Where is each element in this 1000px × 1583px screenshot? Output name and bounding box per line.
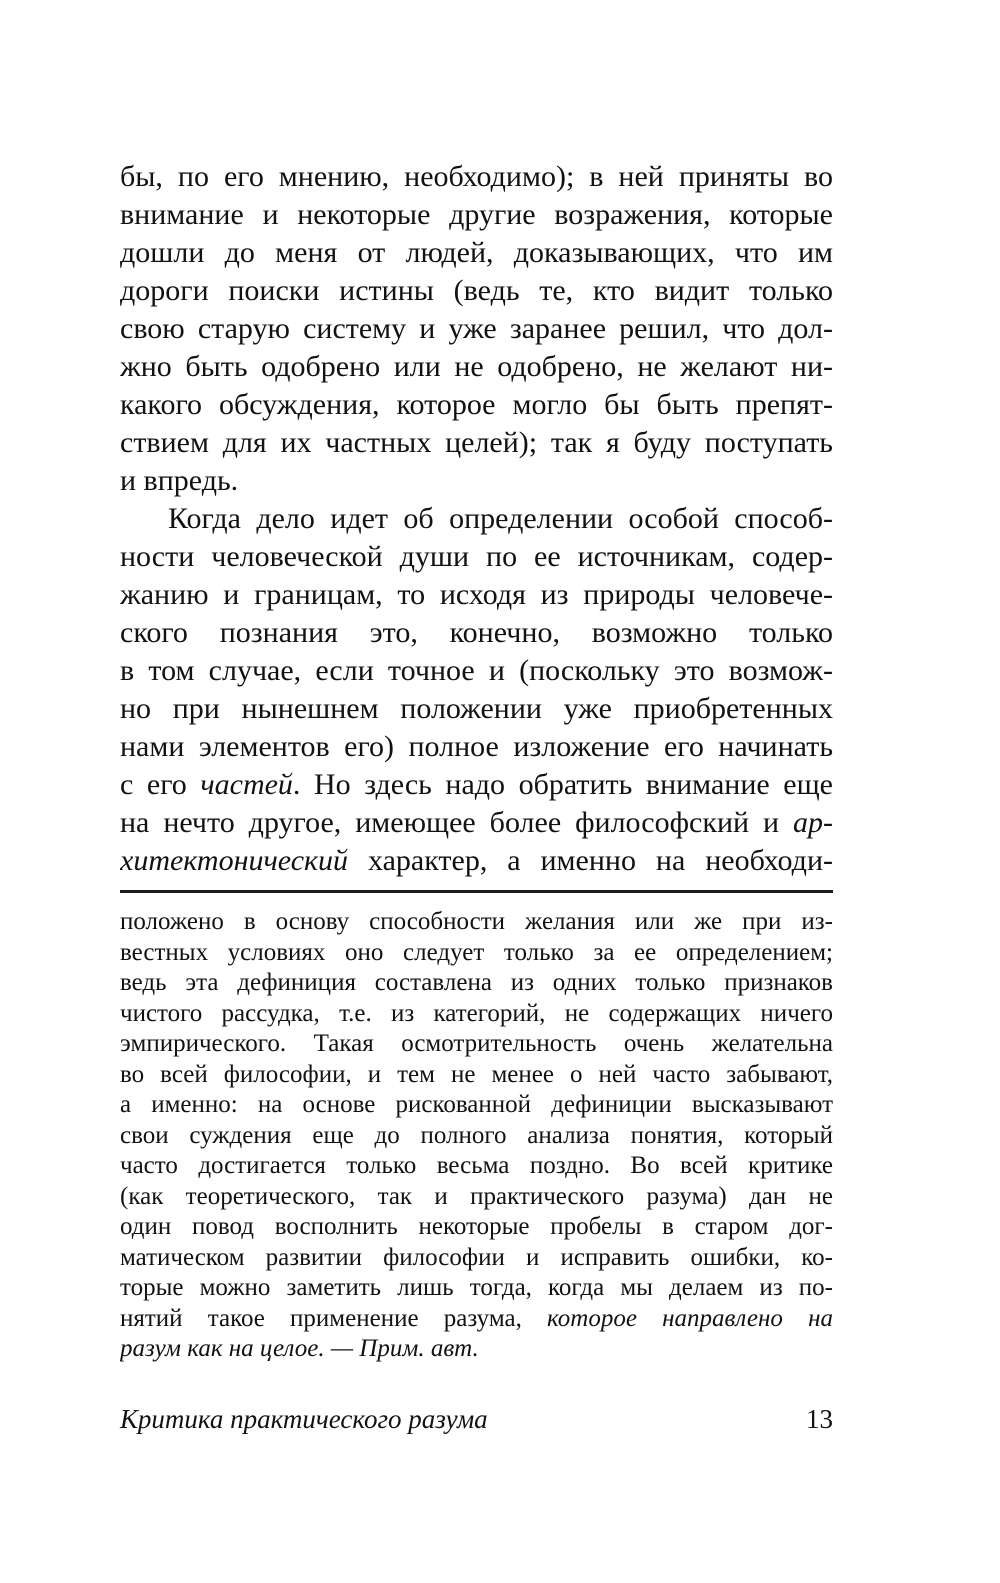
- body-line: на нечто другое, имеющее более философский и ар-: [120, 806, 833, 839]
- body-line: дороги поиски истины (ведь те, кто видит только: [120, 274, 833, 307]
- body-line: жанию и границам, то исходя из природы человече-: [120, 578, 833, 611]
- body-line: ности человеческой души по ее источникам, содер-: [120, 540, 833, 573]
- body-line: внимание и некоторые другие возражения, которые: [120, 198, 833, 231]
- footnote-line: нятий такое применение разума, которое направлено на: [120, 1304, 833, 1332]
- footnote-separator: [120, 890, 833, 893]
- page-footer: [120, 1402, 833, 1436]
- footnote-line: вестных условиях оно следует только за ее определением;: [120, 938, 833, 966]
- footnote-line: положено в основу способности желания или же при из-: [120, 908, 833, 935]
- footnote-line: один повод восполнить некоторые пробелы в старом дог-: [120, 1213, 833, 1240]
- body-line: жно быть одобрено или не одобрено, не желают ни-: [120, 350, 833, 383]
- body-text: [120, 158, 833, 880]
- body-line: но при нынешнем положении уже приобретенных: [120, 692, 833, 725]
- footnote-line: чистого рассудка, т.е. из категорий, не содержащих ничего: [120, 999, 833, 1027]
- footnote-line: эмпирического. Такая осмотрительность очень желательна: [120, 1030, 833, 1057]
- footnote-line: часто достигается только весьма поздно. Во всей критике: [120, 1152, 833, 1179]
- footnote-line: свои суждения еще до полного анализа понятия, который: [120, 1121, 833, 1149]
- footnote-line: разум как на целое. — Прим. авт.: [120, 1335, 479, 1362]
- body-line: какого обсуждения, которое могло бы быть препят-: [120, 388, 833, 421]
- footnote-line: во всей философии, и тем не менее о ней часто забывают,: [120, 1060, 833, 1088]
- body-line: свою старую систему и уже заранее решил, что дол-: [120, 312, 833, 345]
- body-line: ствием для их частных целей); так я буду поступать: [120, 426, 833, 459]
- body-line: и впредь.: [120, 464, 239, 497]
- body-line: Когда дело идет об определении особой способ-: [168, 502, 833, 535]
- body-line: ского познания это, конечно, возможно только: [120, 616, 833, 649]
- footnote-line: а именно: на основе рискованной дефиниции высказывают: [120, 1091, 833, 1118]
- body-line: хитектонический характер, а именно на необходи-: [120, 844, 833, 877]
- footnote: [120, 907, 833, 1365]
- body-line: дошли до меня от людей, доказывающих, что им: [120, 236, 833, 269]
- body-line: нами элементов его) полное изложение его начинать: [120, 730, 833, 763]
- footnote-line: (как теоретического, так и практического разума) дан не: [120, 1182, 833, 1210]
- page-number: 13: [806, 1403, 833, 1434]
- running-title: Критика практического разума: [120, 1403, 488, 1434]
- body-line: бы, по его мнению, необходимо); в ней приняты во: [120, 160, 833, 193]
- footnote-line: ведь эта дефиниция составлена из одних только признаков: [120, 969, 833, 996]
- footnote-line: торые можно заметить лишь тогда, когда мы делаем из по-: [120, 1274, 833, 1301]
- body-line: в том случае, если точное и (поскольку это возмож-: [120, 654, 833, 687]
- footnote-line: матическом развитии философии и исправить ошибки, ко-: [120, 1243, 833, 1271]
- body-line: с его частей. Но здесь надо обратить внимание еще: [120, 768, 833, 801]
